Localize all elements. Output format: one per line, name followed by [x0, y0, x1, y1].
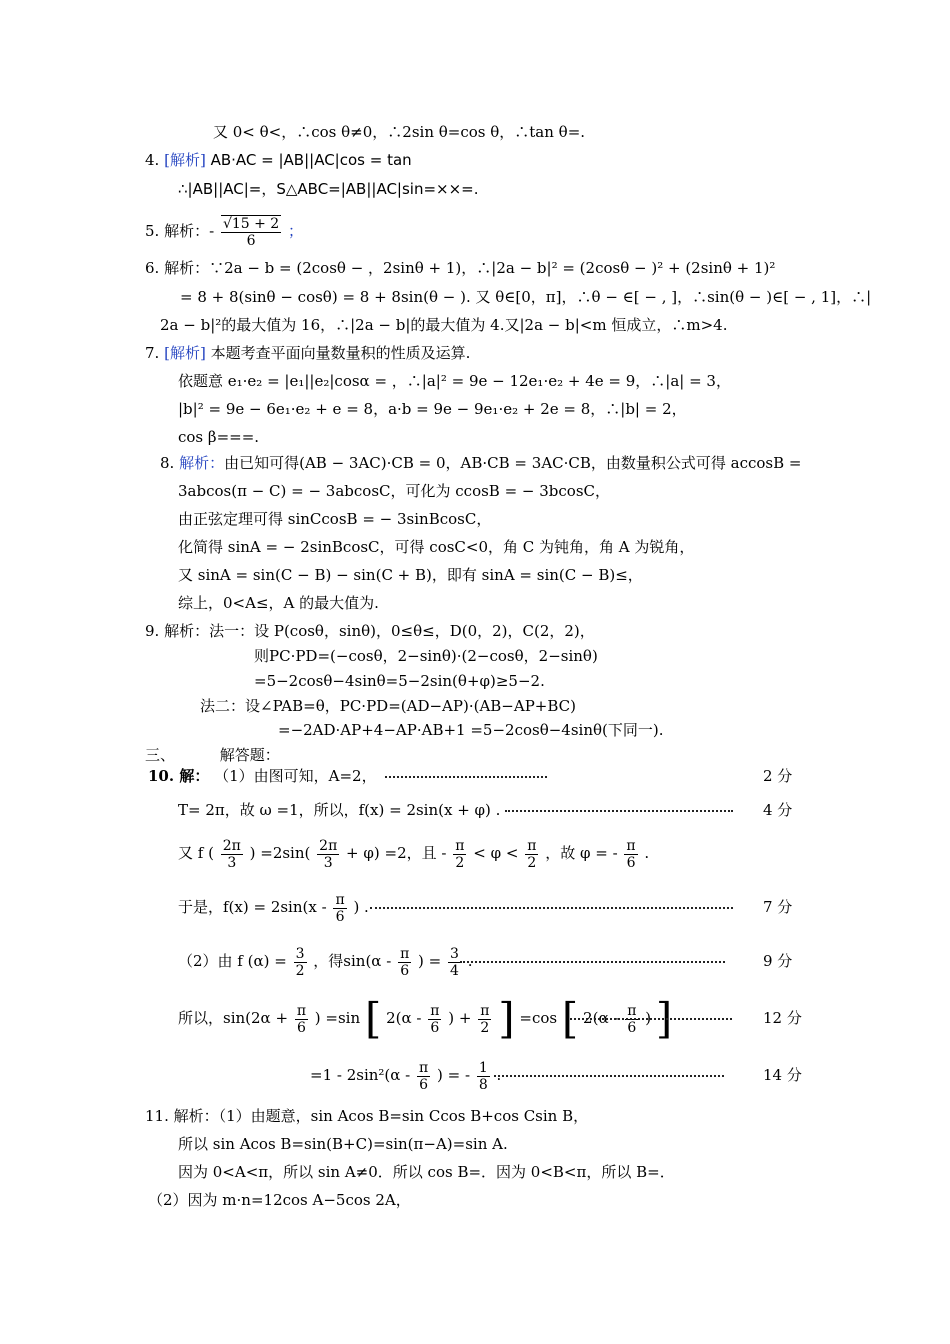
q8-line-3: 由正弦定理可得 sinCcosB = − 3sinBcosC， — [178, 510, 492, 528]
q4-line-2: ∴|AB||AC|=，S△ABC=|AB||AC|sin=××=. — [178, 180, 479, 198]
q10-l5-d: . — [467, 952, 473, 970]
q10-l5-f3-num: 3 — [450, 945, 459, 962]
q7-line-1 — [145, 343, 470, 363]
q10-l6-f1-num: π — [296, 1002, 307, 1019]
q8-line-4: 化简得 sinA = − 2sinBcosC，可得 cosC<0，角 C 为钝角，角 A 为锐角， — [178, 538, 695, 556]
q10-l6-bracket-open-1: [ — [364, 994, 382, 1043]
q10-line-4 — [178, 885, 369, 929]
q6-line-1: 6. 解析：∵2a − b = (2cosθ − ，2sinθ + 1)，∴|2a − b|² = (2cosθ − )² + (2sinθ + 1)² — [145, 259, 776, 277]
q10-l6-f3-den: 2 — [480, 1019, 490, 1036]
q10-l5-a: （2）由 f (α) = — [178, 952, 287, 970]
q10-l6-bracket-close-2: ] — [655, 994, 673, 1043]
q10-l5-frac-3 — [448, 946, 461, 979]
q10-score-5: 9 分 — [763, 952, 793, 970]
q10-l3-f1b-num: 2π — [319, 837, 338, 854]
q10-l3-f2-num: π — [455, 837, 465, 854]
q10-l6-frac-1 — [295, 1003, 308, 1036]
q10-l4-a: 于是，f(x) = 2sin(x - — [178, 898, 327, 916]
q11-line-3: 因为 0<A<π，所以 sin A≠0．所以 cos B=．因为 0<B<π，所以 B=． — [178, 1163, 675, 1181]
section-3-title: 解答题： — [219, 746, 280, 764]
q7-tag: [解析] — [164, 344, 206, 362]
q10-l3-frac-1 — [221, 838, 243, 871]
q9-line-5: =−2AD·AP+4−AP·AB+1 =5−2cosθ−4sinθ(下同一). — [278, 721, 664, 739]
q10-line-7 — [310, 1053, 501, 1097]
q10-l7-a: =1 - 2sin²(α - — [310, 1066, 411, 1084]
q10-l3-f: . — [644, 844, 650, 862]
q5-prefix: 5. 解析：- — [145, 222, 215, 240]
q10-l5-f1-num: 3 — [295, 945, 305, 962]
q10-l3-frac-4 — [525, 838, 538, 871]
q10-number: 10. 解： — [148, 767, 210, 785]
q10-l7-b: ) = - — [437, 1066, 471, 1084]
line-1: 又 0< θ<，∴cos θ≠0，∴2sin θ=cos θ，∴tan θ=. — [213, 123, 586, 141]
q10-l6-frac-2 — [428, 1003, 441, 1036]
q8-tag: 解析： — [179, 454, 225, 472]
q10-score-4: 7 分 — [763, 898, 793, 916]
q7-line-3: |b|² = 9e − 6e₁·e₂ + e = 8，a·b = 9e − 9e₁·e₂ + 2e = 8，∴|b| = 2， — [178, 400, 687, 418]
q10-l3-f1-den: 3 — [227, 854, 237, 871]
q10-l7-frac-1 — [417, 1060, 430, 1093]
q4-tag: [解析] — [164, 151, 206, 169]
q10-l3-frac-3 — [453, 838, 466, 871]
q10-dots-6 — [570, 1018, 732, 1020]
q6-line-2: = 8 + 8(sinθ − cosθ) = 8 + 8sin(θ − ). 又 θ∈[0，π]，∴θ − ∈[ − , ]，∴sin(θ − )∈[ − , 1]，∴| — [180, 288, 872, 306]
q9-line-3: =5−2cosθ−4sinθ=5−2sin(θ+φ)≥5−2. — [254, 672, 545, 690]
q9-line-2: 则PC·PD=(−cosθ，2−sinθ)·(2−cosθ，2−sinθ) — [254, 647, 598, 665]
q5-line — [145, 208, 303, 254]
q10-l6-bracket-close-1: ] — [498, 994, 515, 1043]
q10-l4-num: π — [335, 891, 345, 908]
q4-body: AB·AC = |AB||AC|cos = tan — [210, 151, 412, 169]
q8-line-6: 综上，0<A≤，A 的最大值为. — [178, 594, 379, 612]
q10-l4-b: ) . — [353, 898, 369, 916]
q10-text-1: （1）由图可知，A=2， — [214, 767, 377, 785]
section-3-heading — [145, 745, 280, 765]
q6-line-3: 2a − b|²的最大值为 16，∴|2a − b|的最大值为 4.又|2a − b|<m 恒成立，∴m>4. — [160, 316, 728, 334]
q10-l6-d: ) + — [448, 1009, 472, 1027]
q10-l6-frac-3 — [478, 1003, 491, 1036]
q10-l6-b: ) =sin — [314, 1009, 361, 1027]
q10-line-2: T= 2π，故 ω =1，所以，f(x) = 2sin(x + φ) . — [178, 801, 501, 819]
q10-l5-f2-den: 6 — [400, 962, 410, 979]
q10-l6-e: =cos — [519, 1009, 558, 1027]
q4-line-1 — [145, 150, 412, 170]
q7-line-4: cos β===. — [178, 428, 260, 446]
q10-l3-frac-5 — [624, 838, 637, 871]
q10-l5-frac-2 — [398, 946, 411, 979]
q5-denominator: 6 — [246, 233, 256, 249]
q10-l6-f2-num: π — [430, 1002, 440, 1019]
q5-suffix: ； — [288, 222, 304, 240]
q10-l6-g: ) — [645, 1009, 652, 1027]
q10-dots-5 — [460, 961, 725, 963]
q10-l3-frac-2 — [317, 838, 339, 871]
q10-line-3 — [178, 831, 649, 875]
q10-l7-f1-den: 6 — [419, 1076, 429, 1093]
q10-l6-f2-den: 6 — [430, 1019, 440, 1036]
q10-l5-c: ) = — [418, 952, 442, 970]
q10-dots-1 — [385, 776, 547, 778]
q10-l5-b: ，得sin(α - — [313, 952, 392, 970]
q10-l6-f4-den: 6 — [627, 1019, 637, 1036]
q10-l7-frac-2 — [477, 1060, 490, 1093]
q10-l5-f1-den: 2 — [295, 962, 305, 979]
q10-l5-frac-1 — [294, 946, 307, 979]
q10-l6-bracket-open-2: [ — [561, 994, 579, 1043]
q7-number: 7. — [145, 344, 160, 362]
q4-number: 4. — [145, 151, 160, 169]
q10-score-7: 14 分 — [763, 1066, 802, 1084]
q10-l3-f1b-den: 3 — [323, 854, 333, 871]
q10-l3-f1-num: 2π — [222, 837, 241, 854]
q10-l5-f3-den: 4 — [450, 962, 459, 979]
q9-line-4: 法二：设∠PAB=θ，PC·PD=(AD−AP)·(AB−AP+BC) — [200, 697, 576, 715]
q5-numerator: √15 + 2 — [222, 216, 280, 232]
q10-l3-a: 又 f ( — [178, 844, 214, 862]
q8-line-5: 又 sinA = sin(C − B) − sin(C + B)，即有 sinA = sin(C − B)≤， — [178, 566, 643, 584]
q8-number: 8. — [160, 454, 175, 472]
q10-l6-a: 所以，sin(2α + — [178, 1009, 289, 1027]
q10-l3-f2-den: 2 — [455, 854, 465, 871]
q10-l3-f2b-num: π — [527, 837, 537, 854]
q10-l3-d: < φ < — [473, 844, 519, 862]
q10-line-5 — [178, 939, 473, 983]
q10-line-1 — [148, 766, 377, 786]
q10-l5-f2-num: π — [400, 945, 410, 962]
q7-line-2: 依题意 e₁·e₂ = |e₁||e₂|cosα = ，∴|a|² = 9e − 12e₁·e₂ + 4e = 9，∴|a| = 3， — [178, 372, 731, 390]
q10-l3-f2b-den: 2 — [527, 854, 537, 871]
q10-l6-f1-den: 6 — [296, 1019, 306, 1036]
q10-l6-f4-num: π — [627, 1002, 637, 1019]
section-3-label: 三、 — [145, 746, 176, 764]
q10-l4-den: 6 — [335, 908, 345, 925]
q10-l6-c: 2(α - — [386, 1009, 422, 1027]
q9-line-1: 9. 解析：法一：设 P(cosθ，sinθ)，0≤θ≤，D(0，2)，C(2，2)， — [145, 622, 595, 640]
q10-l6-f3-num: π — [480, 1002, 490, 1019]
q10-dots-4 — [370, 907, 733, 909]
q8-line-2: 3abcos(π − C) = − 3abcosC，可化为 ccosB = − 3bcosC， — [178, 482, 611, 500]
q8-line-1 — [160, 453, 802, 473]
q8-body: 由已知可得(AB − 3AC)·CB = 0，AB·CB = 3AC·CB，由数量积公式可得 accosB = — [224, 454, 802, 472]
q10-l7-f2-num: 1 — [478, 1059, 488, 1076]
q10-score-1: 2 分 — [763, 767, 793, 785]
q10-l3-f3-num: π — [626, 837, 636, 854]
q5-fraction — [221, 215, 281, 249]
q10-dots-7 — [494, 1075, 724, 1077]
q10-l3-b: ) =2sin( — [249, 844, 311, 862]
q10-l7-f2-den: 8 — [478, 1076, 488, 1093]
q11-line-4: （2）因为 m·n=12cos A−5cos 2A， — [148, 1191, 411, 1209]
q10-l4-frac — [333, 892, 346, 925]
q10-l3-e: ，故 φ = - — [545, 844, 618, 862]
q10-score-2: 4 分 — [763, 801, 793, 819]
q10-l7-f1-num: π — [419, 1059, 429, 1076]
q10-l6-f: 2(α - — [583, 1009, 619, 1027]
q10-dots-2 — [505, 810, 733, 812]
q11-line-2: 所以 sin Acos B=sin(B+C)=sin(π−A)=sin A. — [178, 1135, 508, 1153]
q10-l3-f3-den: 6 — [626, 854, 636, 871]
q11-line-1: 11. 解析：（1）由题意，sin Acos B=sin Ccos B+cos Csin B， — [145, 1107, 589, 1125]
q10-l7-c: . — [496, 1066, 502, 1084]
q10-score-6: 12 分 — [763, 1009, 802, 1027]
q7-body: 本题考查平面向量数量积的性质及运算. — [210, 344, 471, 362]
q10-l3-c: + φ) =2，且 - — [346, 844, 447, 862]
